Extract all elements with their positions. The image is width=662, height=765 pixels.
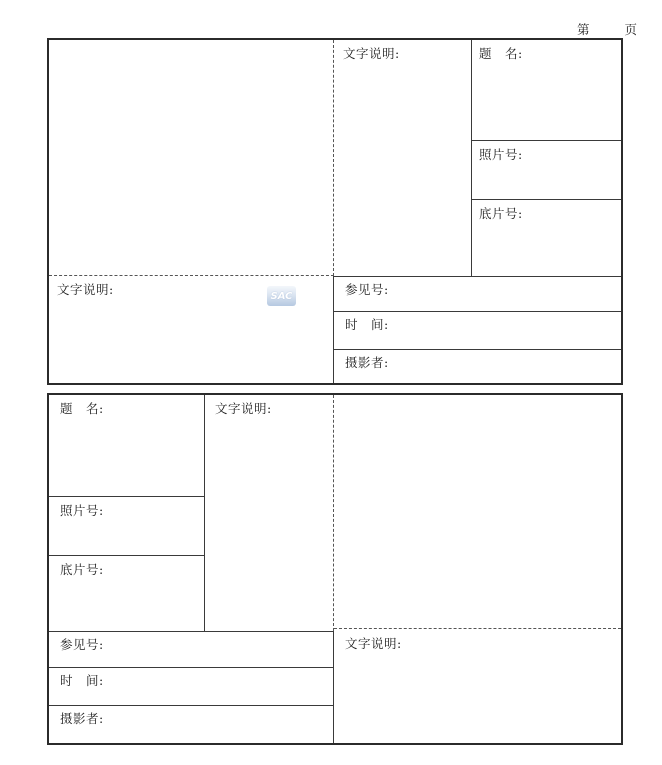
record2-title-cell bbox=[49, 395, 205, 497]
reference-number-label: 参见号: bbox=[345, 282, 389, 297]
record-block-1 bbox=[47, 38, 623, 385]
page-label-prefix: 第 bbox=[577, 22, 590, 37]
title-label: 题 名: bbox=[479, 46, 523, 61]
reference-number-label: 参见号: bbox=[60, 637, 104, 652]
negative-number-label: 底片号: bbox=[60, 562, 104, 577]
text-description-label: 文字说明: bbox=[215, 401, 272, 416]
text-description-label: 文字说明: bbox=[343, 46, 400, 61]
text-description-label: 文字说明: bbox=[345, 636, 402, 651]
photographer-label: 摄影者: bbox=[60, 711, 104, 726]
record1-title-cell bbox=[472, 40, 621, 141]
record2-text-description-cell bbox=[205, 395, 334, 631]
record1-reference-number-cell bbox=[334, 276, 621, 312]
record1-photo-area bbox=[49, 40, 334, 276]
record2-photo-number-cell bbox=[49, 497, 205, 556]
sac-watermark-logo bbox=[267, 286, 296, 306]
time-label: 时 间: bbox=[345, 317, 389, 332]
page-number-header bbox=[577, 20, 637, 38]
record1-photo-number-cell bbox=[472, 141, 621, 200]
photographer-label: 摄影者: bbox=[345, 355, 389, 370]
text-description-label: 文字说明: bbox=[57, 282, 114, 297]
time-label: 时 间: bbox=[60, 673, 104, 688]
record2-time-cell bbox=[49, 668, 334, 706]
record1-photographer-cell bbox=[334, 350, 621, 383]
record2-photographer-cell bbox=[49, 706, 334, 743]
photo-number-label: 照片号: bbox=[479, 147, 523, 162]
title-label: 题 名: bbox=[60, 401, 104, 416]
sac-watermark-text: SAC bbox=[270, 290, 293, 302]
record2-negative-number-cell bbox=[49, 556, 205, 631]
photo-number-label: 照片号: bbox=[60, 503, 104, 518]
record1-time-cell bbox=[334, 312, 621, 350]
record-block-2 bbox=[47, 393, 623, 745]
record2-photo-area bbox=[334, 395, 621, 629]
record2-reference-number-cell bbox=[49, 631, 334, 668]
record1-text-description-cell bbox=[334, 40, 472, 276]
page-label-suffix: 页 bbox=[624, 22, 637, 37]
negative-number-label: 底片号: bbox=[479, 206, 523, 221]
record2-text-description-bottom-cell bbox=[334, 630, 621, 743]
record1-negative-number-cell bbox=[472, 200, 621, 276]
